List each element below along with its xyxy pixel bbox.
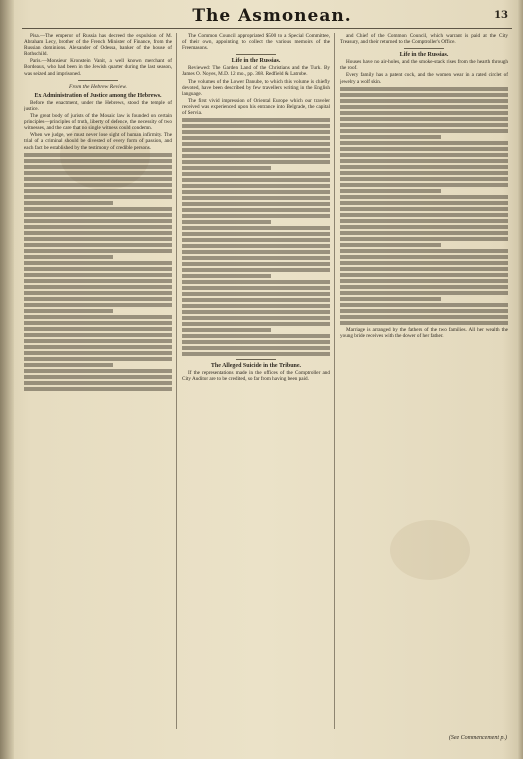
section-separator (236, 359, 276, 360)
text-line (340, 129, 508, 133)
text-line (182, 214, 330, 218)
text-line (182, 304, 330, 308)
text-line (340, 135, 441, 139)
text-line (340, 93, 508, 97)
text-line (340, 207, 508, 211)
text-line (340, 273, 508, 277)
text-line (340, 195, 508, 199)
paragraph: The first vivid impression of Oriental Europe which our traveler received was experienced upon his entrance into Belgrade, the capital of Servia. (182, 97, 330, 117)
text-line (24, 159, 172, 163)
continuation-note: (See Commencement p.) (448, 735, 507, 741)
text-line (340, 201, 508, 205)
section-separator (404, 48, 444, 49)
section-separator (236, 54, 276, 55)
body-text-fill (340, 87, 508, 325)
text-line (24, 177, 172, 181)
text-line (24, 357, 172, 361)
text-line (24, 255, 113, 259)
text-line (24, 171, 172, 175)
text-line (182, 346, 330, 350)
text-line (182, 310, 330, 314)
text-line (24, 225, 172, 229)
text-line (182, 208, 330, 212)
text-line (24, 279, 172, 283)
text-line (340, 159, 508, 163)
paragraph: If the representations made in the offices of the Comptroller and City Auditor are to be credited, so far from having been paid. (182, 370, 330, 383)
masthead-title: The Asmonean. (192, 6, 352, 26)
paragraph: The great body of jurists of the Mosaic law is founded on certain principles—principles of truth, liberty of defence, the necessity of two witnesses, and the care that no single witness could condemn. (24, 113, 172, 132)
text-line (24, 333, 172, 337)
text-line (24, 261, 172, 265)
paragraph: Houses have no air-holes, and the smoke-stack rises from the hearth through the roof. (340, 59, 508, 72)
section-heading: The Alleged Suicide in the Tribune. (210, 363, 302, 370)
text-line (24, 219, 172, 223)
column-1 (24, 33, 172, 733)
text-line (340, 213, 508, 217)
text-line (340, 291, 508, 295)
text-line (182, 220, 271, 224)
text-line (24, 303, 172, 307)
text-line (340, 225, 508, 229)
text-line (24, 291, 172, 295)
text-line (340, 111, 508, 115)
text-line (182, 202, 330, 206)
text-line (182, 178, 330, 182)
paragraph: and Chief of the Common Council, which warrant is paid at the City Treasury, and their returned to the Comptroller's Office. (340, 33, 508, 46)
text-line (182, 328, 271, 332)
text-line (182, 340, 330, 344)
text-line (24, 243, 172, 247)
text-line (340, 141, 508, 145)
section-heading: Life in the Russias. (399, 52, 449, 59)
text-line (340, 183, 508, 187)
column-3 (340, 33, 508, 733)
text-line (182, 274, 271, 278)
text-line (182, 118, 330, 122)
page-header (22, 6, 514, 28)
paragraph: Every family has a patent cock, and the women wear in a rated circlet of jewelry a wolf skin. (340, 72, 508, 85)
text-line (24, 201, 113, 205)
text-line (24, 213, 172, 217)
column-2 (182, 33, 330, 733)
text-line (24, 327, 172, 331)
header-rule (22, 28, 512, 29)
page-number: 13 (494, 10, 508, 21)
text-line (182, 244, 330, 248)
paragraph: Before the enactment, under the Hebrews, stood the temple of justice. (24, 99, 172, 112)
text-line (182, 352, 330, 356)
body-text-fill (182, 118, 330, 356)
text-line (182, 166, 271, 170)
text-line (182, 130, 330, 134)
text-line (24, 153, 172, 157)
text-line (182, 316, 330, 320)
text-line (24, 387, 172, 391)
text-line (340, 153, 508, 157)
text-line (24, 321, 172, 325)
text-line (182, 268, 330, 272)
page-edge (517, 0, 523, 759)
text-line (340, 255, 508, 259)
text-line (340, 231, 508, 235)
text-line (24, 195, 172, 199)
text-line (24, 375, 172, 379)
body-text-fill (24, 153, 172, 391)
section-heading: Ex Administration of Justice among the Hebrews. (34, 92, 162, 99)
section-heading: From the Hebrew Review. (69, 83, 127, 90)
text-line (340, 309, 508, 313)
paragraph: Marriage is arranged by the fathers of the two families. All her wealth the young bride receives with the dower of her father. (340, 326, 508, 339)
text-line (24, 237, 172, 241)
text-line (340, 261, 508, 265)
text-line (340, 243, 441, 247)
text-line (182, 160, 330, 164)
text-line (340, 267, 508, 271)
text-line (182, 154, 330, 158)
text-line (24, 285, 172, 289)
text-line (182, 232, 330, 236)
text-line (182, 190, 330, 194)
text-line (340, 219, 508, 223)
text-line (24, 231, 172, 235)
text-line (182, 322, 330, 326)
text-line (182, 196, 330, 200)
text-line (24, 351, 172, 355)
text-line (182, 250, 330, 254)
text-line (182, 298, 330, 302)
paragraph: The Common Council appropriated $500 to a Special Committee, of their own, appointing to collect the various memoirs of the Freemasons. (182, 33, 330, 52)
text-line (182, 184, 330, 188)
text-line (182, 238, 330, 242)
text-line (24, 363, 113, 367)
text-line (340, 171, 508, 175)
text-line (340, 315, 508, 319)
text-line (182, 334, 330, 338)
section-heading: Life in the Russias. (231, 58, 281, 65)
text-line (340, 87, 508, 91)
paragraph: Pisa.—The emperor of Russia has decreed the expulsion of M. Abraham Lecy, brother of the French Minister of Finance, from the Russian dominions. Alexander of Odessa, banker of the house of Rothschild. (24, 33, 172, 58)
text-line (24, 207, 172, 211)
paragraph: Reviewed: The Garden Land of the Christians and the Turk. By James O. Noyes, M.D. 12 mo., pp. 368. Redfield & Latrobe. (182, 65, 330, 78)
text-line (340, 105, 508, 109)
text-line (182, 124, 330, 128)
text-line (182, 142, 330, 146)
text-line (24, 249, 172, 253)
column-divider (334, 33, 335, 729)
text-line (340, 99, 508, 103)
text-line (340, 189, 441, 193)
text-line (182, 280, 330, 284)
text-line (340, 123, 508, 127)
text-line (24, 189, 172, 193)
text-line (340, 303, 508, 307)
text-line (182, 256, 330, 260)
text-line (182, 148, 330, 152)
text-line (182, 262, 330, 266)
text-line (24, 369, 172, 373)
text-line (340, 285, 508, 289)
paragraph: Paris.—Monsieur Kronstein Vanit, a well known merchant of Bordeaux, who had been in the Jewish quarter during the last season, was seized and imprisoned. (24, 58, 172, 77)
text-line (340, 279, 508, 283)
text-line (340, 117, 508, 121)
text-line (24, 267, 172, 271)
text-line (340, 321, 508, 325)
text-line (340, 177, 508, 181)
text-line (24, 345, 172, 349)
text-line (340, 297, 441, 301)
text-line (340, 147, 508, 151)
paragraph: The volumes of the Lower Danube, to which this volume is chiefly devoted, have been described by few travellers writing in the English language. (182, 78, 330, 97)
text-line (340, 249, 508, 253)
text-line (182, 226, 330, 230)
text-line (182, 292, 330, 296)
text-line (182, 286, 330, 290)
paragraph: When we judge, we must never lose sight of human infirmity. The trial of a criminal should be divested of every form of passion, and each fact be established by the testimony of credible persons. (24, 132, 172, 151)
text-line (340, 165, 508, 169)
text-line (24, 165, 172, 169)
text-line (24, 273, 172, 277)
text-line (182, 172, 330, 176)
text-line (182, 136, 330, 140)
book-gutter-shadow (0, 0, 14, 759)
text-line (24, 339, 172, 343)
text-line (24, 297, 172, 301)
text-line (24, 309, 113, 313)
text-line (24, 183, 172, 187)
section-separator (78, 80, 118, 81)
text-line (340, 237, 508, 241)
text-line (24, 315, 172, 319)
text-line (24, 381, 172, 385)
column-divider (176, 33, 177, 729)
